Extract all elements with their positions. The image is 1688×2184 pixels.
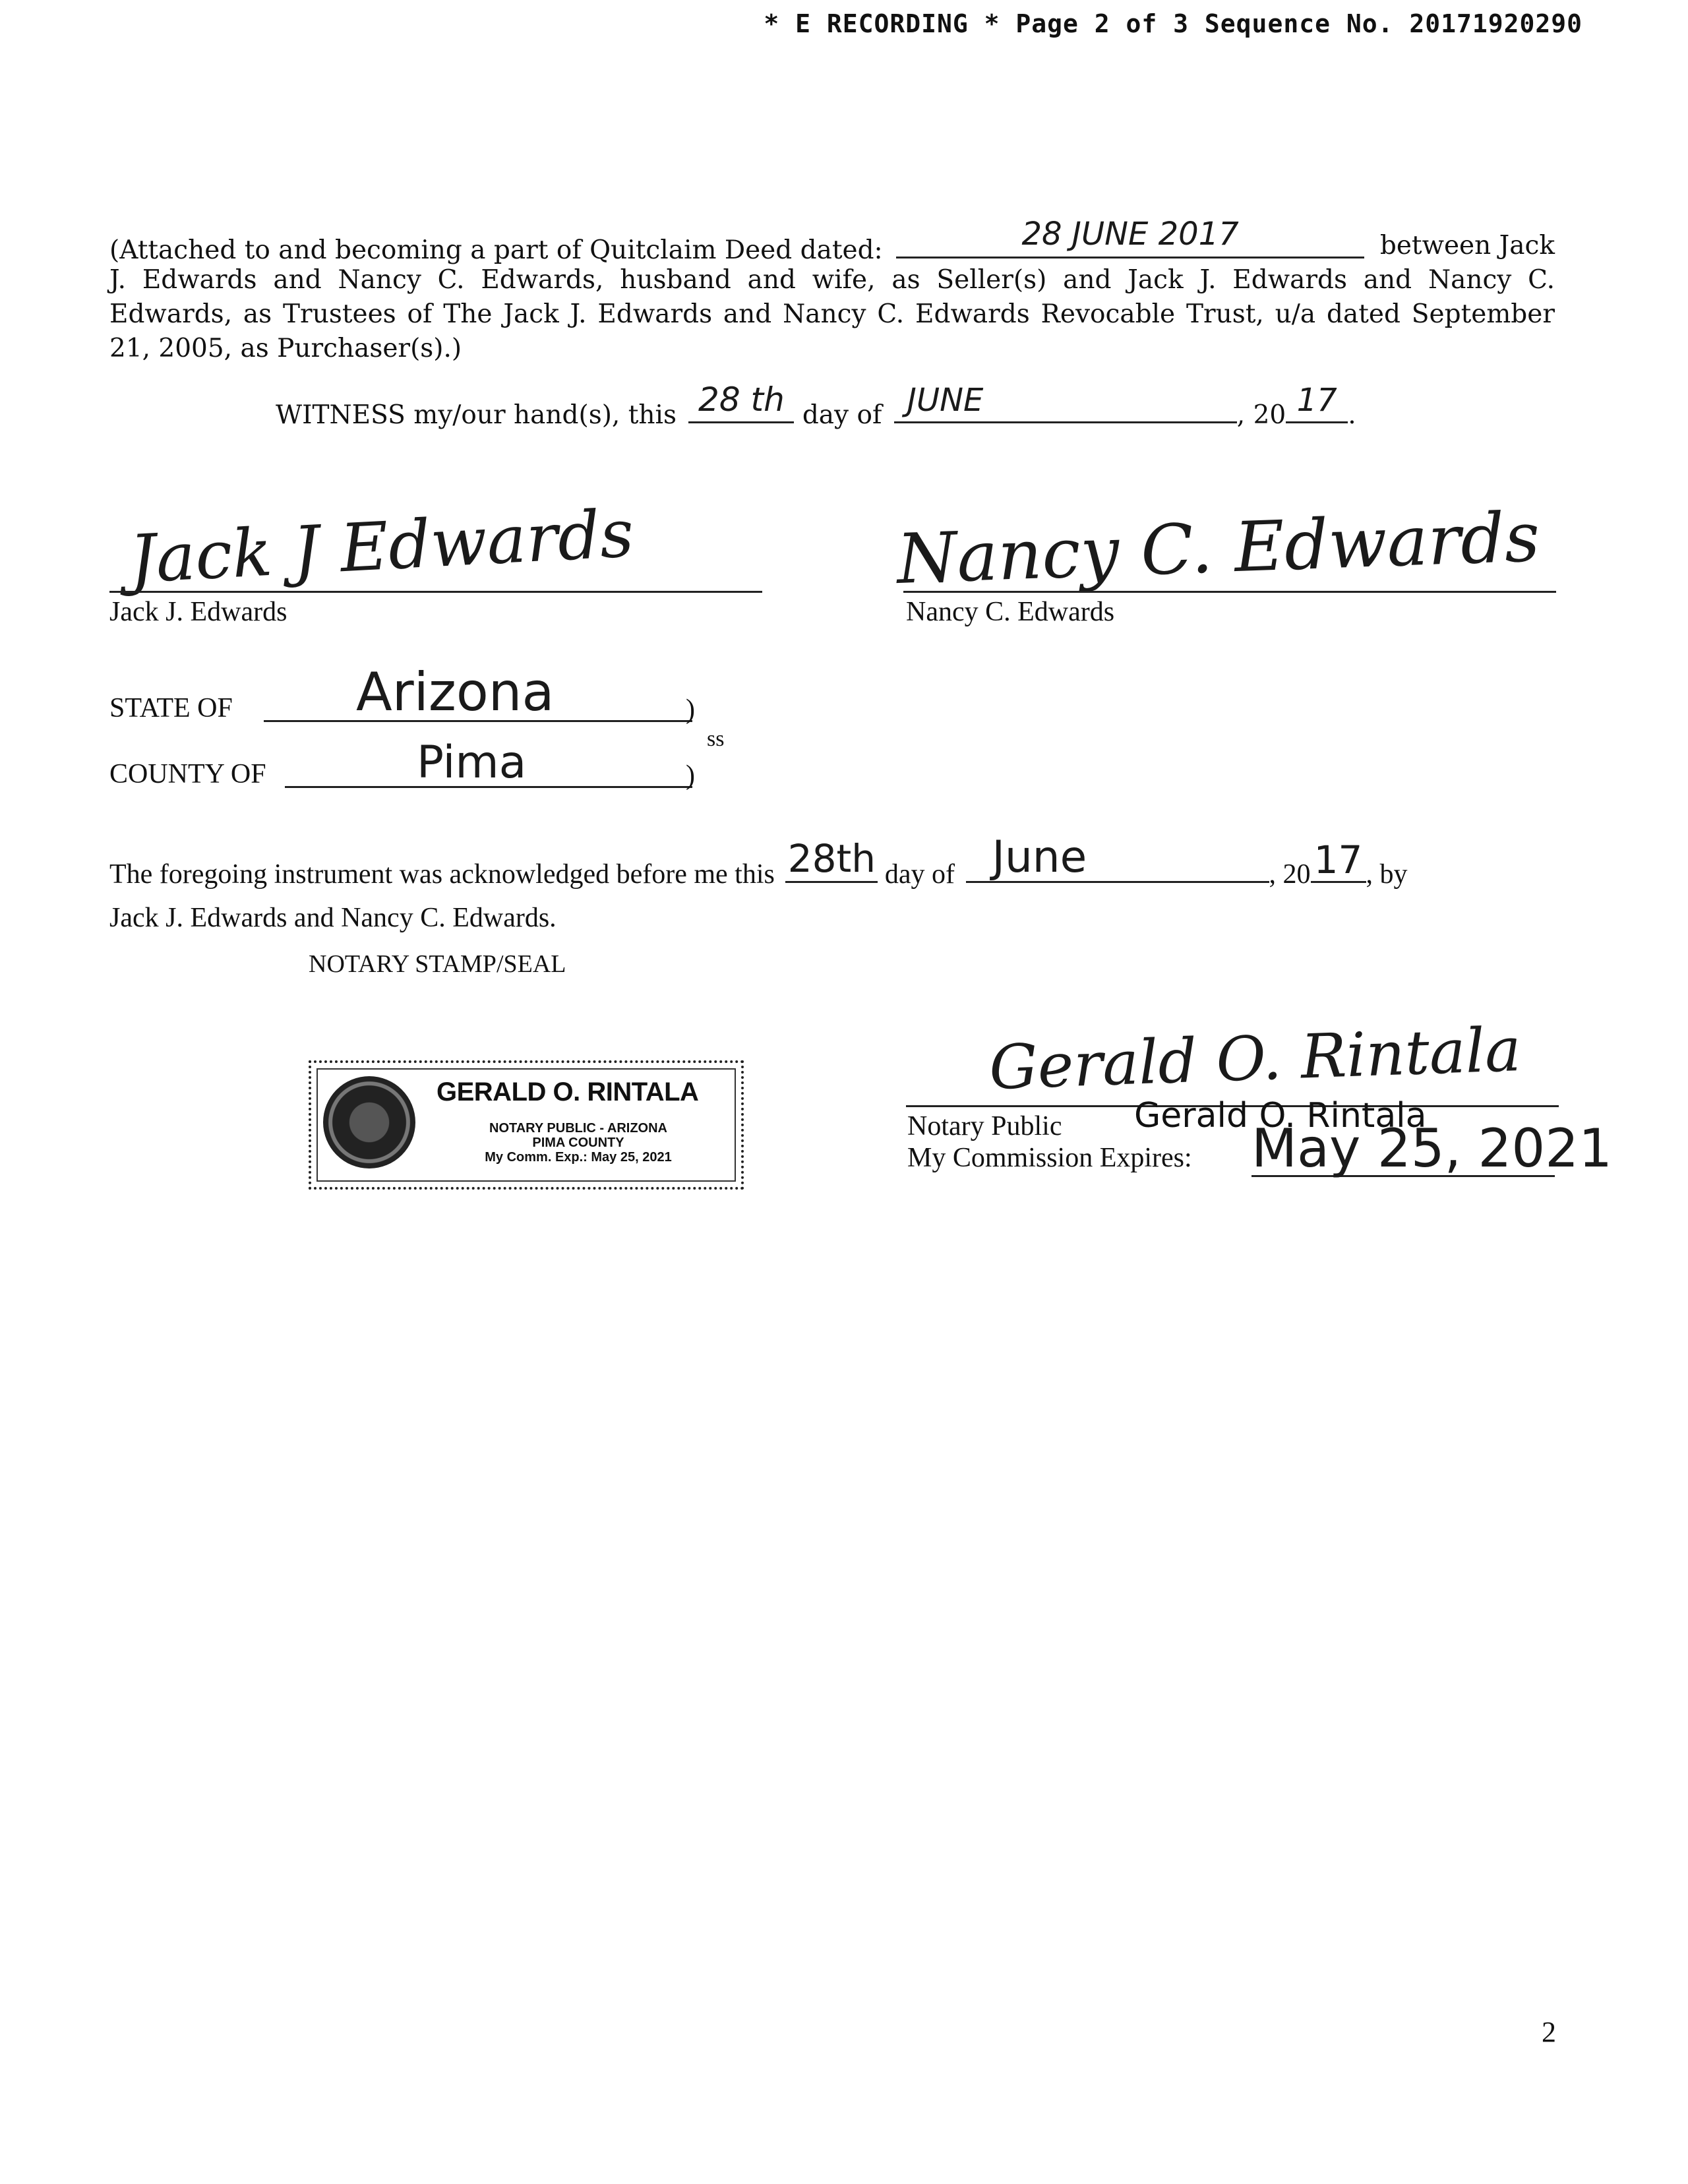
jack-signature-script: Jack J Edwards: [127, 495, 636, 598]
commission-expires-handwritten: May 25, 2021: [1251, 1118, 1613, 1179]
ss-label: ss: [707, 727, 725, 751]
stamp-line-3: My Comm. Exp.: May 25, 2021: [485, 1150, 672, 1165]
witness-month-blank: [894, 382, 1237, 423]
notary-printed-name-handwritten: Gerald O. Rintala: [1134, 1096, 1427, 1136]
county-handwritten: Pima: [417, 737, 527, 789]
arizona-seal-icon: [323, 1076, 415, 1168]
notary-public-label: Notary Public: [907, 1111, 1062, 1141]
attachment-line-4: 21, 2005, as Purchaser(s).): [109, 334, 462, 363]
jack-signature-line: [109, 591, 762, 593]
attachment-line-1: [109, 216, 1555, 265]
ack-year-prefix: , 20: [1269, 859, 1311, 890]
state-paren: ): [686, 694, 695, 725]
attachment-between: between Jack: [1379, 231, 1555, 260]
witness-line: [276, 380, 1356, 430]
ack-prefix: The foregoing instrument was acknowledged before me this: [109, 859, 775, 890]
attachment-line-3: Edwards, as Trustees of The Jack J. Edwards and Nancy C. Edwards Revocable Trust, u/a dated September: [109, 299, 1555, 329]
witness-day-handwritten: 28 th: [698, 380, 785, 419]
commission-expires-blank: [1251, 1118, 1613, 1179]
ack-line-2: Jack J. Edwards and Nancy C. Edwards.: [109, 903, 557, 933]
witness-day-blank: [688, 380, 794, 423]
nancy-signature-line: [903, 591, 1556, 593]
deed-date-handwritten: 28 JUNE 2017: [1021, 216, 1239, 253]
notary-signature-script: Gerald O. Rintala: [988, 1014, 1522, 1104]
jack-printed-name: Jack J. Edwards: [109, 597, 287, 627]
ack-month-blank: [966, 832, 1269, 883]
county-blank: [285, 737, 692, 789]
ack-month-handwritten: June: [992, 832, 1087, 882]
attachment-prefix: (Attached to and becoming a part of Quitclaim Deed dated:: [109, 235, 883, 265]
stamp-line-2: PIMA COUNTY: [532, 1136, 624, 1150]
ack-day-of: day of: [884, 859, 955, 890]
page-number: 2: [1542, 2016, 1556, 2048]
ack-year-handwritten: 17: [1313, 837, 1363, 882]
witness-year-blank: [1286, 382, 1348, 423]
ack-day-blank: [785, 836, 878, 883]
stamp-name: GERALD O. RINTALA: [437, 1077, 699, 1107]
commission-expires-label: My Commission Expires:: [907, 1143, 1192, 1173]
witness-prefix: WITNESS my/our hand(s), this: [276, 400, 677, 430]
witness-period: .: [1348, 400, 1356, 430]
ack-day-handwritten: 28th: [787, 836, 876, 881]
witness-month-handwritten: JUNE: [907, 382, 984, 419]
witness-day-of: day of: [802, 400, 882, 430]
ack-by: , by: [1366, 859, 1408, 890]
nancy-printed-name: Nancy C. Edwards: [906, 597, 1115, 627]
state-handwritten: Arizona: [356, 661, 555, 723]
ack-year-blank: [1311, 837, 1366, 883]
witness-year-prefix: , 20: [1236, 400, 1286, 430]
state-blank: [264, 661, 692, 723]
stamp-line-1: NOTARY PUBLIC - ARIZONA: [489, 1121, 667, 1136]
county-label: COUNTY OF: [109, 759, 266, 789]
deed-date-blank: [896, 216, 1364, 258]
state-label: STATE OF: [109, 693, 233, 723]
nancy-signature-script: Nancy C. Edwards: [895, 497, 1542, 599]
witness-year-handwritten: 17: [1296, 382, 1337, 419]
recording-header: * E RECORDING * Page 2 of 3 Sequence No. 20171920290: [764, 9, 1582, 38]
notary-stamp-label: NOTARY STAMP/SEAL: [309, 950, 566, 978]
county-paren: ): [686, 760, 695, 791]
attachment-line-2: J. Edwards and Nancy C. Edwards, husband and wife, as Seller(s) and Jack J. Edwards and Nancy C.: [109, 265, 1555, 295]
acknowledgment-line: [109, 832, 1560, 890]
notary-stamp: [309, 1060, 744, 1190]
